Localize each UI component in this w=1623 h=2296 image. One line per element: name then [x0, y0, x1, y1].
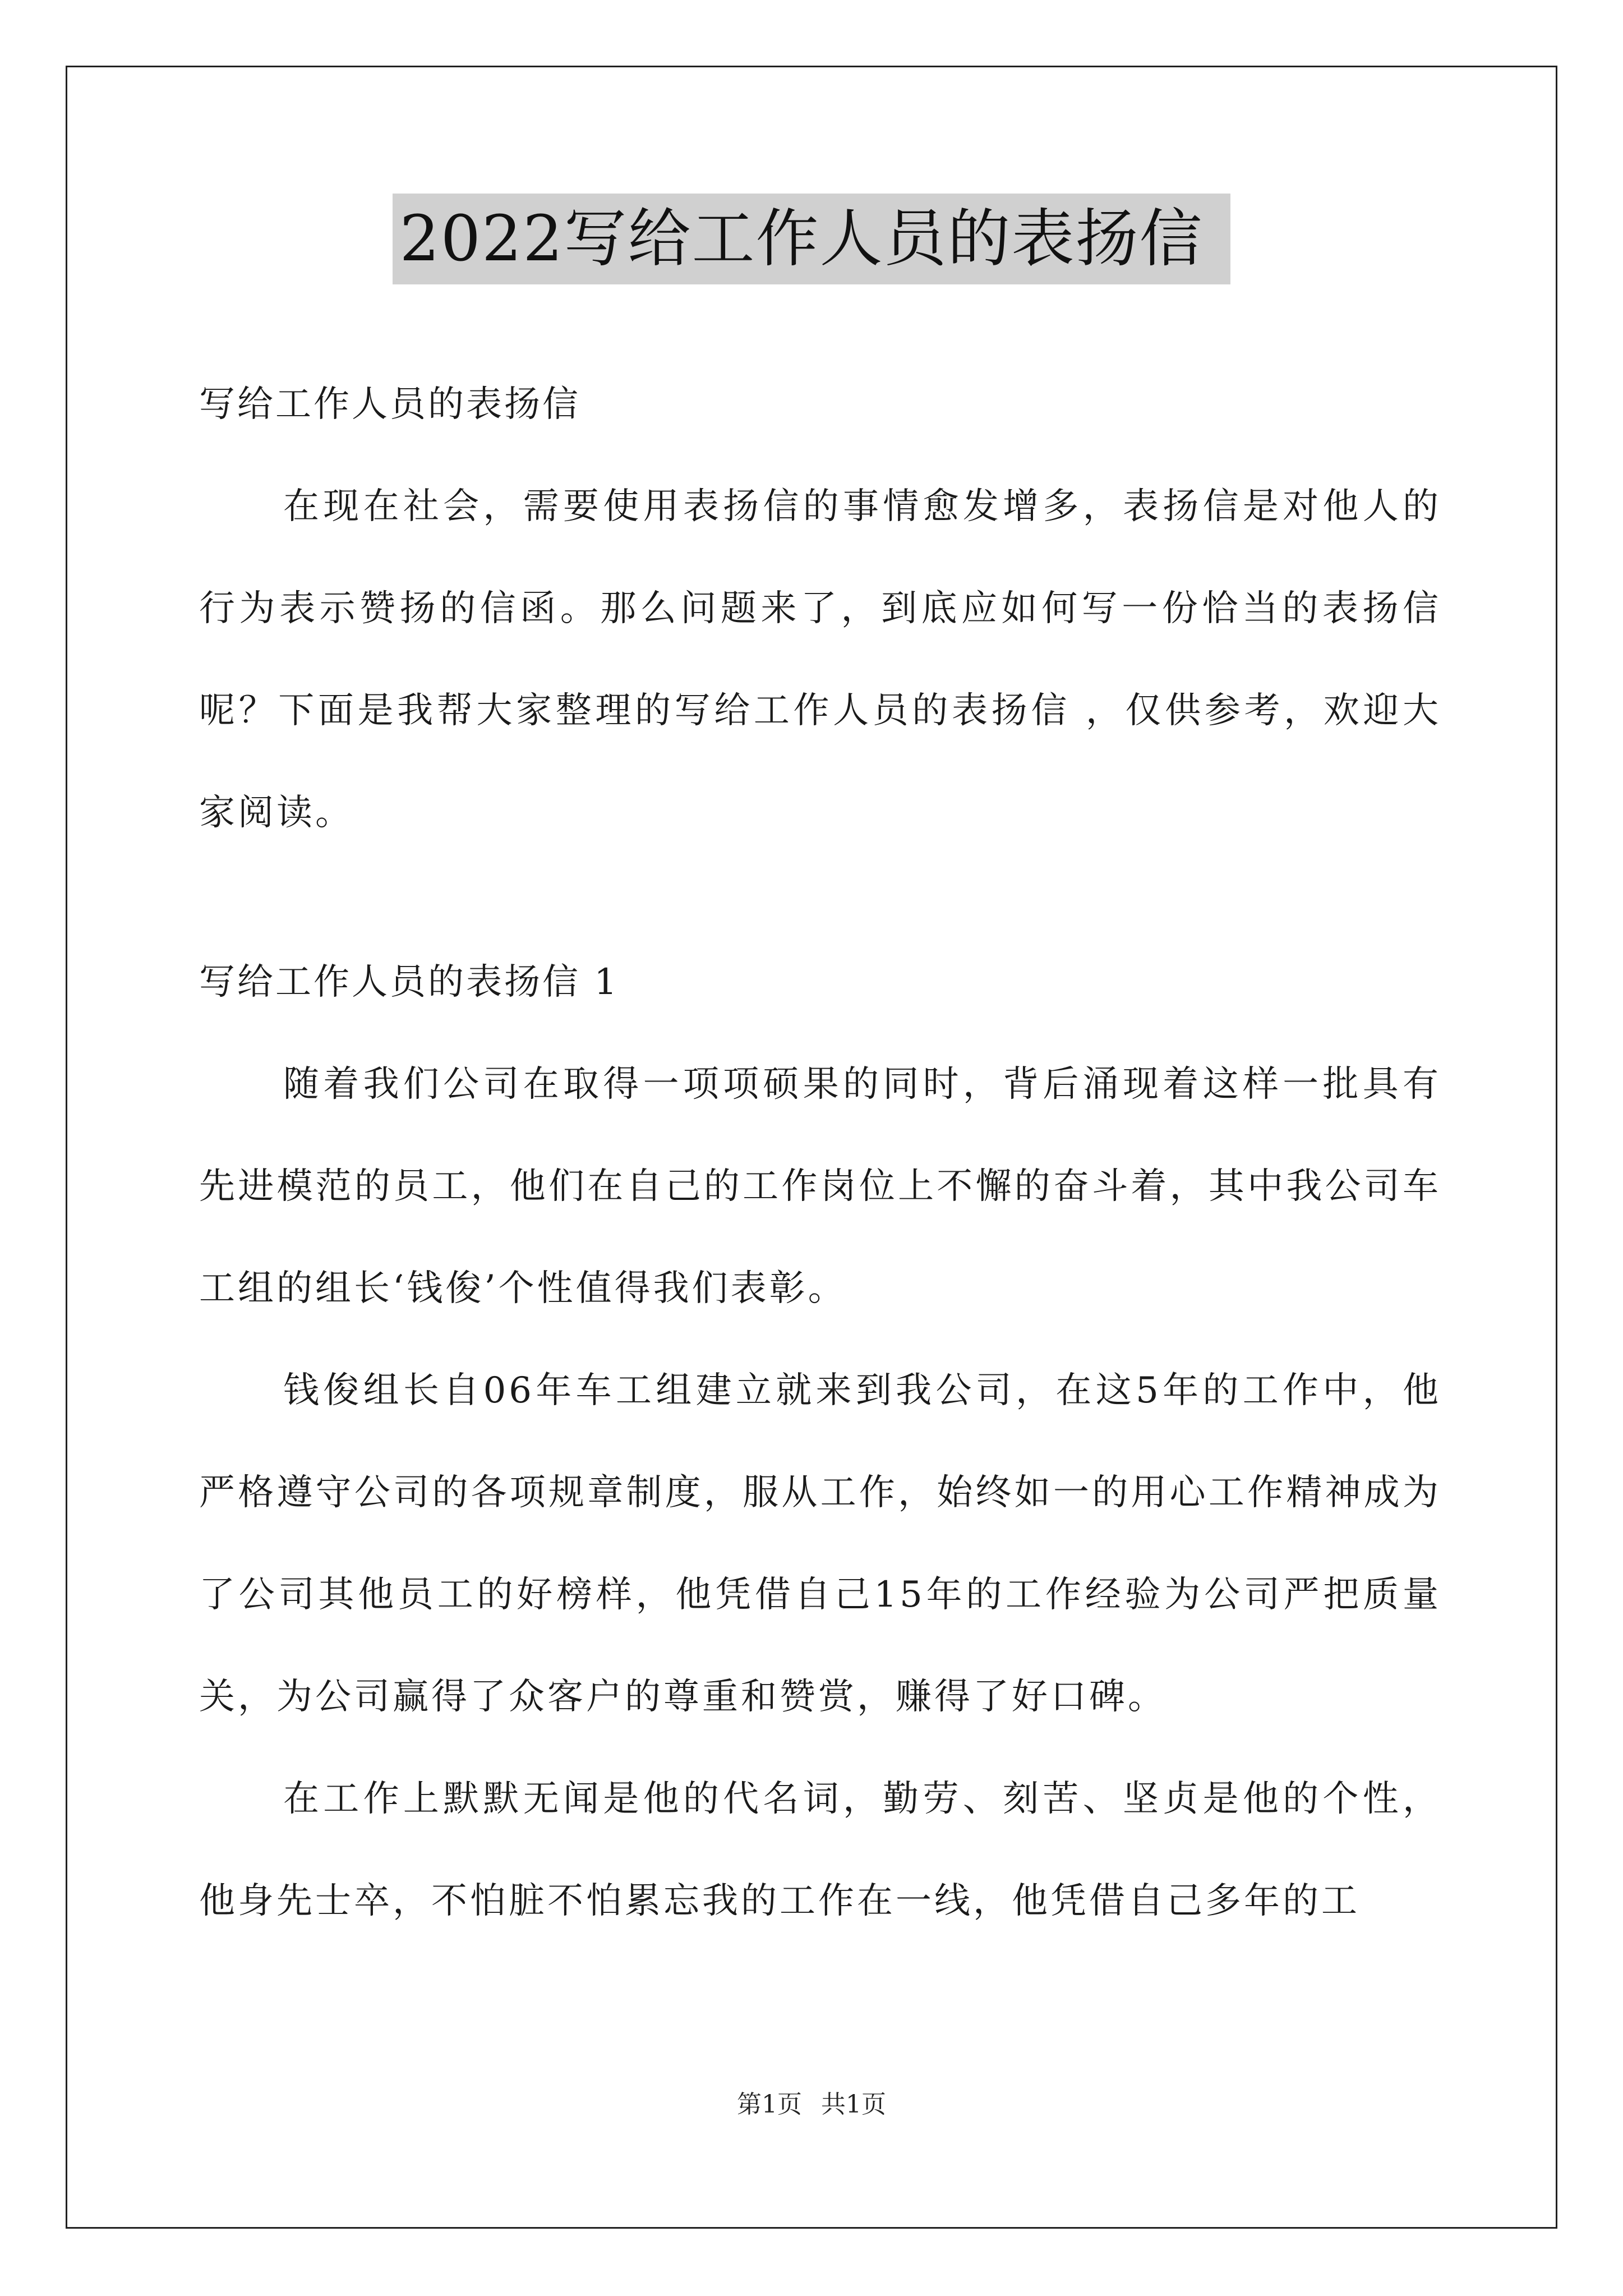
page-footer: [0, 2088, 1623, 2122]
document-title: 2022写给工作人员的表扬信: [393, 194, 1230, 284]
title-container: [0, 194, 1623, 284]
document-body: [199, 353, 1441, 1952]
body-paragraph: 在工作上默默无闻是他的代名词，勤劳、刻苦、坚贞是他的个性，他身先士卒，不怕脏不怕累忘我的工作在一线，他凭借自己多年的工: [199, 1778, 1441, 1922]
body-paragraph: 随着我们公司在取得一项项硕果的同时，背后涌现着这样一批具有先进模范的员工，他们在自己的工作岗位上不懈的奋斗着，其中我公司车工组的组长‘钱俊’个性值得我们表彰。: [199, 1064, 1441, 1309]
page-number: 第1页: [737, 2090, 802, 2119]
intro-heading: 写给工作人员的表扬信: [199, 384, 580, 425]
intro-paragraph: 在现在社会，需要使用表扬信的事情愈发增多，表扬信是对他人的行为表示赞扬的信函。那么问题来了，到底应如何写一份恰当的表扬信呢？下面是我帮大家整理的写给工作人员的表扬信 ，仅供参考，欢迎大家阅读。: [199, 486, 1441, 834]
section-heading: 写给工作人员的表扬信 1: [199, 961, 620, 1003]
section-gap: [199, 864, 1441, 931]
page-total: 共1页: [821, 2090, 886, 2119]
body-paragraph: 钱俊组长自06年车工组建立就来到我公司，在这5年的工作中，他严格遵守公司的各项规章制度，服从工作，始终如一的用心工作精神成为了公司其他员工的好榜样，他凭借自己15年的工作经验为公司严把质量关，为公司赢得了众客户的尊重和赞赏，赚得了好口碑。: [199, 1370, 1441, 1718]
